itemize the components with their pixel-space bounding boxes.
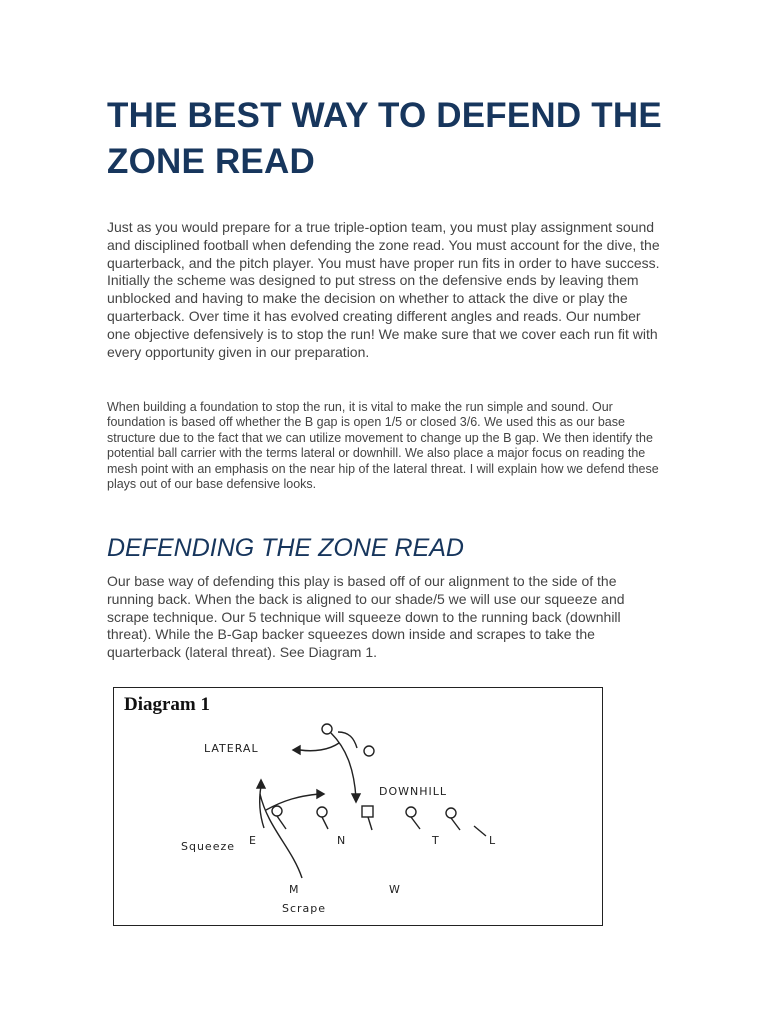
page-title: THE BEST WAY TO DEFEND THE ZONE READ <box>107 96 662 181</box>
lateral-path <box>300 743 339 751</box>
running-back-marker <box>364 746 374 756</box>
label-lateral: LATERAL <box>204 742 259 755</box>
section-heading: DEFENDING THE ZONE READ <box>107 534 464 562</box>
downhill-arrowhead <box>352 794 360 802</box>
label-n: N <box>337 834 347 847</box>
diagram-1-figure <box>113 687 603 926</box>
intro-paragraph: Just as you would prepare for a true triple-option team, you must play assignment sound and disciplined football when defending the zone read. You must account for the dive, the quarterback, and the pitch player. You must have proper run fits in order to have success. Initially the scheme was designed to put stress on the defensive ends by leaving them unblocked and having to make the decision on whether to attack the dive or play the quarterback. Over time it has evolved creating different angles and reads. Our number one objective defensively is to stop the run! We make sure that we cover each run fit with every opportunity given in our preparation. <box>107 219 660 360</box>
label-downhill: DOWNHILL <box>379 785 448 798</box>
lateral-arrowhead <box>293 746 300 754</box>
label-scrape: Scrape <box>282 902 327 915</box>
label-w: W <box>389 883 401 896</box>
label-squeeze: Squeeze <box>181 840 236 853</box>
label-e: E <box>249 834 257 847</box>
scrape-path <box>260 794 302 878</box>
center-marker <box>362 806 373 817</box>
label-t: T <box>432 834 440 847</box>
squeeze-arrowhead <box>317 790 324 798</box>
section-paragraph: Our base way of defending this play is based off of our alignment to the side of the running back. When the back is aligned to our shade/5 we will use our squeeze and scrape technique. Our 5 technique will squeeze down to the running back (downhill threat). While the B-Gap backer squeezes down inside and scrapes to take the quarterback (lateral threat). See Diagram 1. <box>107 573 625 661</box>
diagram-title: Diagram 1 <box>124 694 211 715</box>
foundation-paragraph: When building a foundation to stop the run, it is vital to make the run simple and sound. Our foundation is based off whether the B gap is open 1/5 or closed 3/6. We used this as our base structure due to the fact that we can utilize movement to change up the B gap. We then identify the potential ball carrier with the terms lateral or downhill. We also place a major focus on reading the mesh point with an emphasis on the near hip of the lateral threat. I will explain how we defend these plays out of our base defensive looks. <box>107 400 659 492</box>
quarterback-marker <box>322 724 332 734</box>
label-m: M <box>289 883 300 896</box>
label-l: L <box>489 834 497 847</box>
play-diagram <box>114 688 604 927</box>
downhill-path <box>331 733 356 798</box>
